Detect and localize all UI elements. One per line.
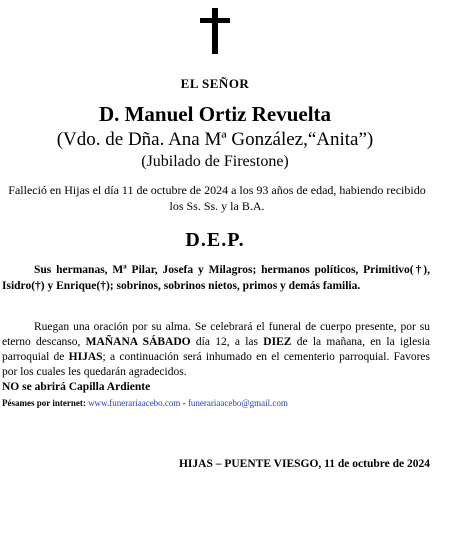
place-date-footer: HIJAS – PUENTE VIESGO, 11 de octubre de 2024: [178, 458, 430, 470]
funeral-place: HIJAS: [68, 351, 103, 363]
cross-icon: [198, 8, 232, 54]
funeral-text-2: día 12, a las: [190, 336, 264, 348]
retired-from: (Jubilado de Firestone): [141, 153, 289, 170]
website-link[interactable]: www.funerariaacebo.com: [88, 398, 181, 408]
rest-in-peace: D.E.P.: [185, 229, 245, 251]
widower-of: (Vdo. de Dña. Ana Mª González,“Anita”): [56, 129, 374, 150]
chapel-notice: NO se abrirá Capilla Ardiente: [2, 381, 151, 393]
funeral-text-3: de la mañana, en la iglesia parroquial de: [2, 336, 431, 363]
email-link[interactable]: funerariaacebo@gmail.com: [187, 398, 288, 408]
funeral-text-4: ; a continuación será inhumado en el cementerio parroquial. Favores por los cuales les quedarán agradecidos.: [2, 351, 430, 378]
title-prefix: EL SEÑOR: [180, 76, 250, 91]
funeral-day: MAÑANA SÁBADO: [85, 336, 191, 348]
family-list: Sus hermanas, Mª Pilar, Josefa y Milagros; hermanos políticos, Primitivo(†), Isidro(†) y Enrique(†); sobrinos, sobrinos nietos, primos y demás familia.: [2, 264, 430, 292]
condolences-separator: -: [180, 398, 188, 408]
funeral-details: [2, 320, 430, 380]
death-notice: Falleció en Hijas el día 11 de octubre de 2024 a los 93 años de edad, habiendo recibido los Ss. Ss. y la B.A.: [8, 183, 426, 213]
funeral-hour: DIEZ: [263, 336, 292, 348]
condolences-label: Pésames por internet:: [2, 398, 86, 408]
funeral-text-1: Ruegan una oración por su alma. Se celebrará el funeral de cuerpo presente, por su eterno descanso,: [2, 321, 430, 348]
condolences-line: [2, 398, 288, 408]
deceased-name: D. Manuel Ortiz Revuelta: [98, 102, 332, 126]
